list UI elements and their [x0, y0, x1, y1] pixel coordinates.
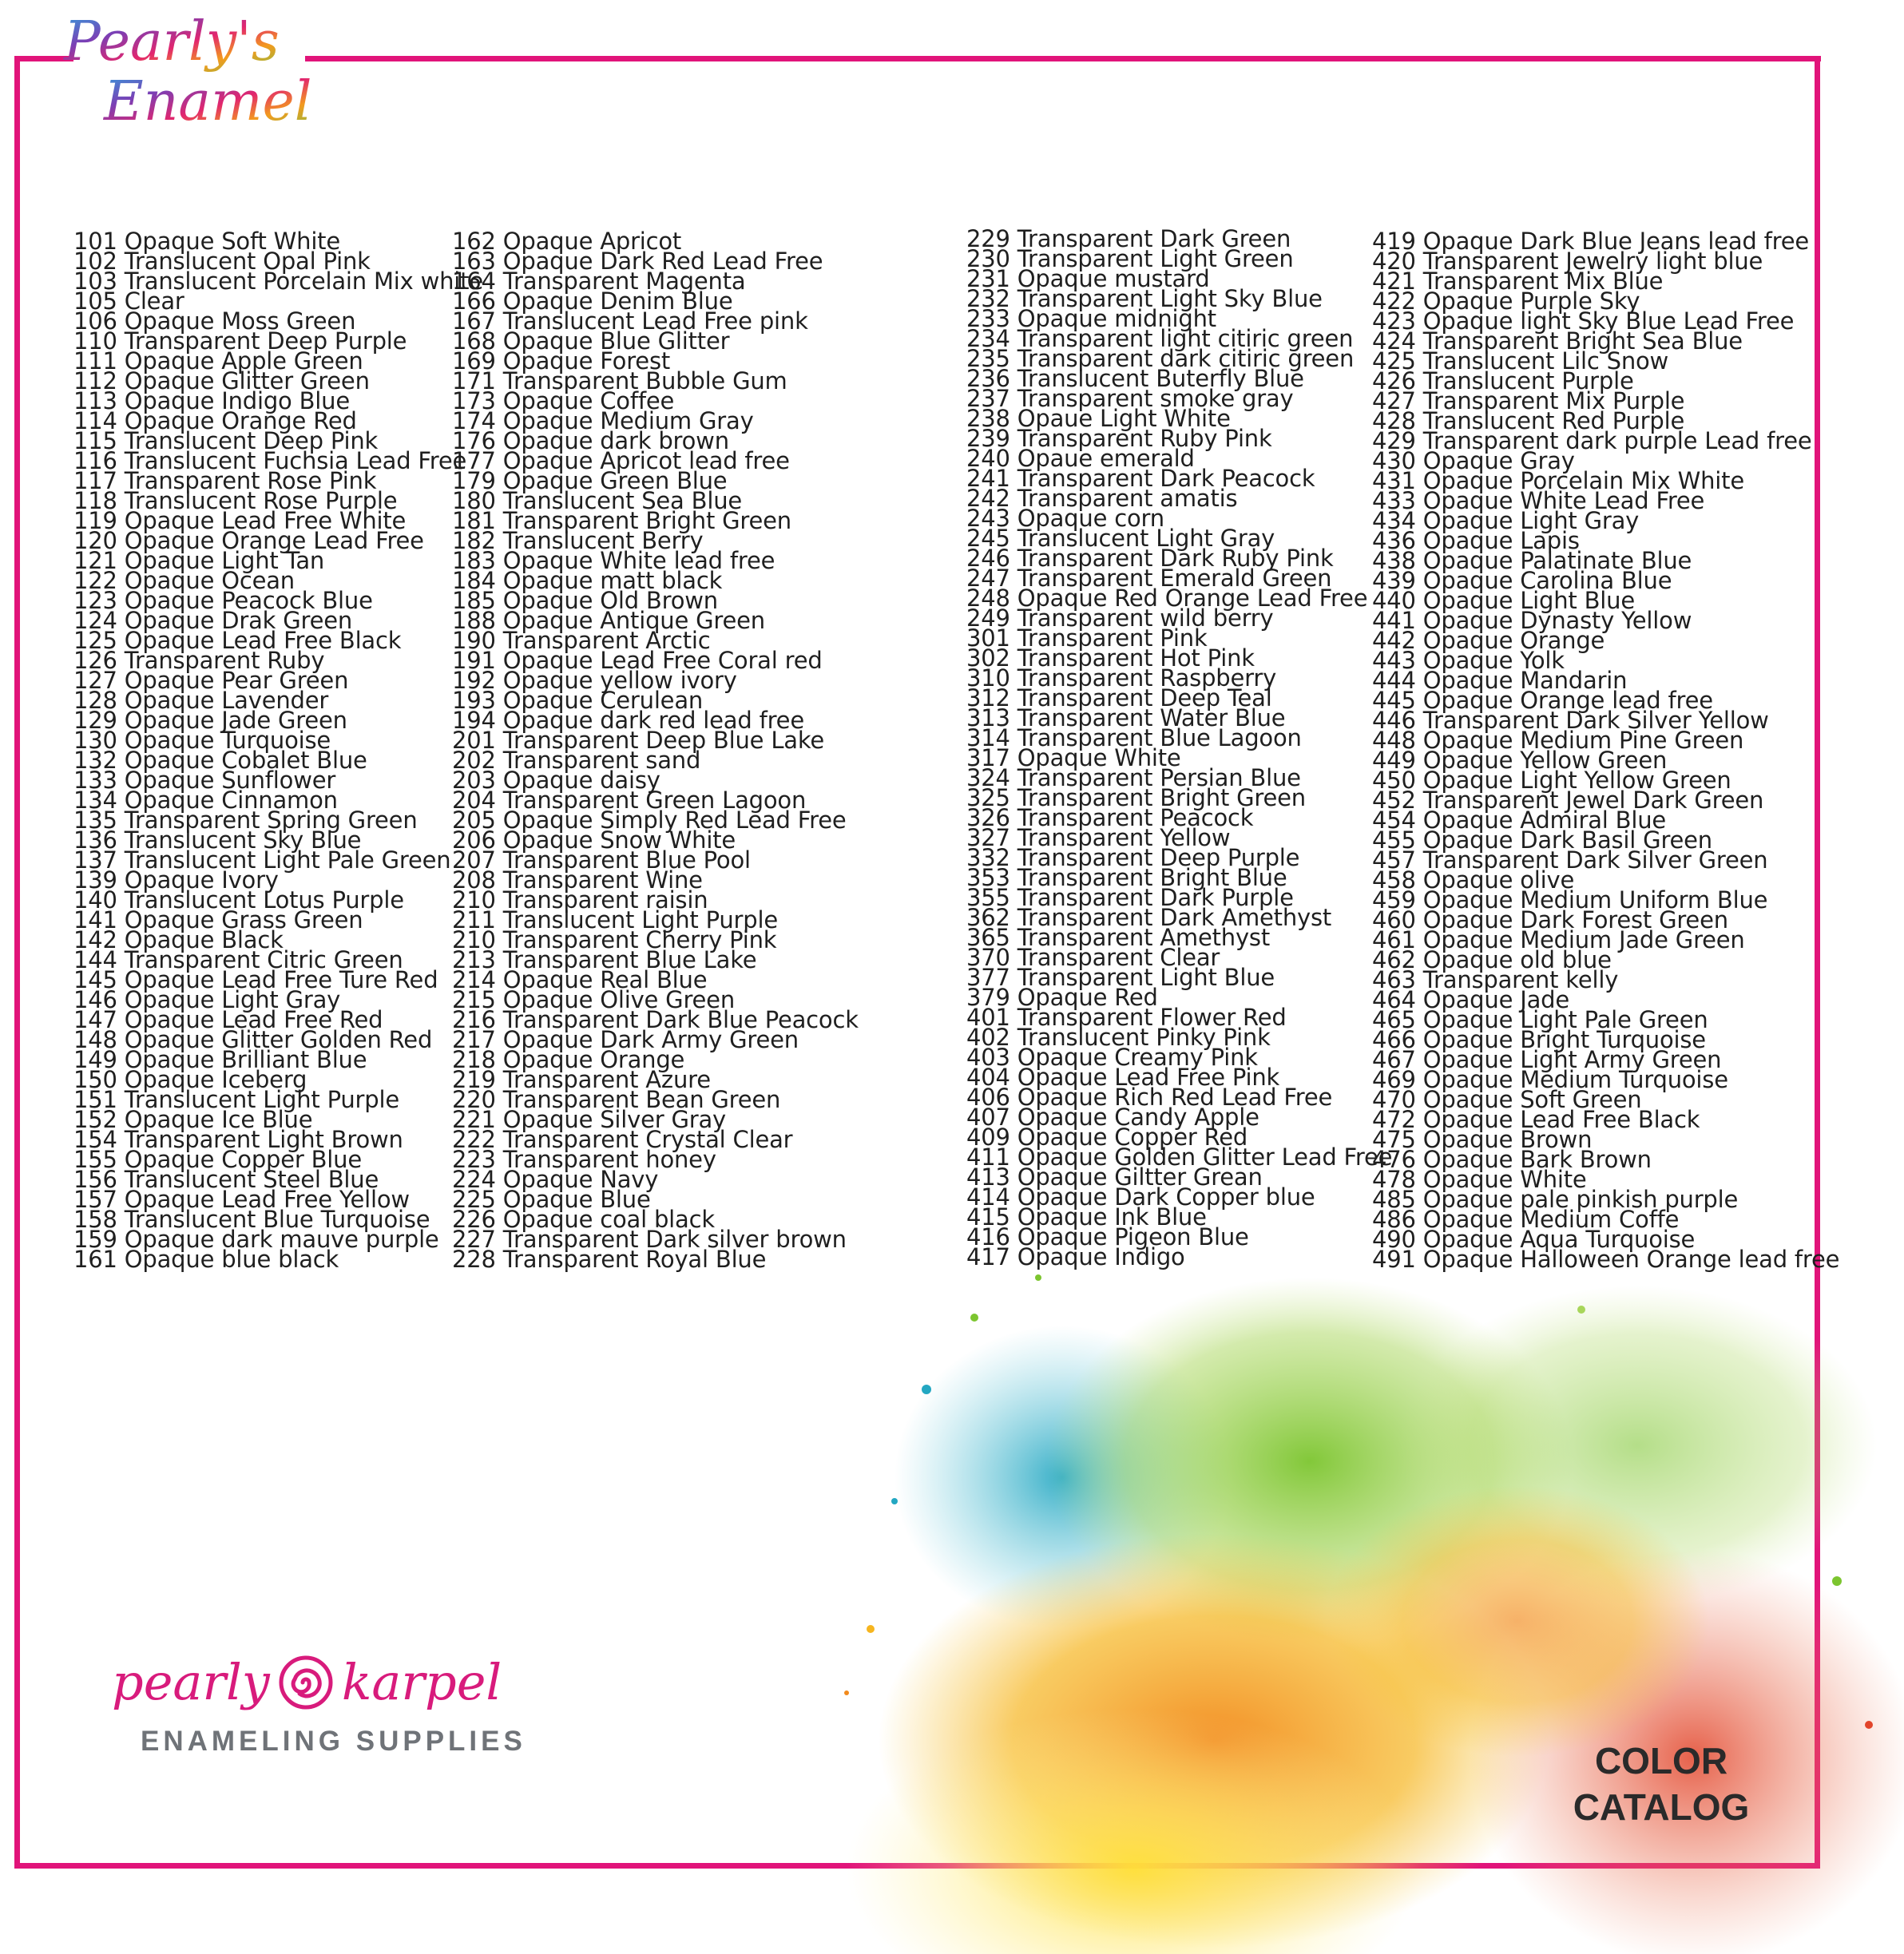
color-entry: 119 Opaque Lead Free White: [73, 507, 407, 534]
color-entry: 469 Opaque Medium Turquoise: [1372, 1066, 1728, 1093]
color-entry: 478 Opaque White: [1372, 1166, 1587, 1193]
color-entry: 467 Opaque Light Army Green: [1372, 1046, 1722, 1073]
color-entry: 122 Opaque Ocean: [73, 567, 295, 594]
logo-line2: Enamel: [104, 70, 311, 133]
color-list-column-1: [73, 228, 483, 1273]
color-entry: 164 Transparent Magenta: [452, 268, 746, 295]
color-entry: 403 Opaque Creamy Pink: [966, 1044, 1258, 1071]
color-entry: 184 Opaque matt black: [452, 567, 723, 594]
color-entry: 429 Transparent dark purple Lead free: [1372, 427, 1812, 454]
color-entry: 455 Opaque Dark Basil Green: [1372, 826, 1712, 854]
color-entry: 445 Opaque Orange lead free: [1372, 687, 1713, 714]
color-entry: 218 Opaque Orange: [452, 1046, 685, 1073]
color-entry: 177 Opaque Apricot lead free: [452, 447, 790, 474]
color-entry: 156 Translucent Steel Blue: [73, 1166, 379, 1193]
color-entry: 324 Transparent Persian Blue: [966, 764, 1301, 791]
color-entry: 176 Opaque dark brown: [452, 427, 729, 454]
color-entry: 217 Opaque Dark Army Green: [452, 1026, 799, 1053]
color-entry: 114 Opaque Orange Red: [73, 407, 357, 434]
color-entry: 464 Opaque Jade: [1372, 986, 1569, 1013]
color-entry: 191 Opaque Lead Free Coral red: [452, 647, 823, 674]
color-entry: 151 Translucent Light Purple: [73, 1086, 399, 1113]
color-entry: 120 Opaque Orange Lead Free: [73, 527, 424, 554]
color-entry: 243 Opaque corn: [966, 505, 1164, 532]
color-entry: 141 Opaque Grass Green: [73, 906, 363, 933]
color-entry: 327 Transparent Yellow: [966, 824, 1231, 851]
color-entry: 126 Transparent Ruby: [73, 647, 325, 674]
color-entry: 180 Translucent Sea Blue: [452, 487, 743, 514]
color-entry: 116 Translucent Fuchsia Lead Free: [73, 447, 467, 474]
color-entry: 314 Transparent Blue Lagoon: [966, 724, 1302, 751]
brand-wordmark: [112, 1653, 559, 1711]
color-entry: 370 Transparent Clear: [966, 944, 1220, 971]
color-entry: 459 Opaque Medium Uniform Blue: [1372, 886, 1768, 914]
color-entry: 448 Opaque Medium Pine Green: [1372, 727, 1744, 754]
color-entry: 105 Clear: [73, 287, 184, 315]
color-entry: 246 Transparent Dark Ruby Pink: [966, 545, 1334, 572]
color-list-column-4: [1372, 228, 1840, 1273]
color-entry: 118 Translucent Rose Purple: [73, 487, 398, 514]
color-entry: 470 Opaque Soft Green: [1372, 1086, 1642, 1113]
color-entry: 362 Transparent Dark Amethyst: [966, 904, 1332, 931]
color-entry: 301 Transparent Pink: [966, 624, 1208, 652]
color-entry: 158 Translucent Blue Turquoise: [73, 1206, 430, 1233]
logo-line1: Pearly's: [64, 10, 280, 73]
color-entry: 132 Opaque Cobalet Blue: [73, 747, 367, 774]
color-entry: 225 Opaque Blue: [452, 1186, 651, 1213]
color-entry: 438 Opaque Palatinate Blue: [1372, 547, 1692, 574]
color-entry: 115 Translucent Deep Pink: [73, 427, 379, 454]
color-entry: 449 Opaque Yellow Green: [1372, 747, 1668, 774]
color-entry: 148 Opaque Glitter Golden Red: [73, 1026, 433, 1053]
color-entry: 430 Opaque Gray: [1372, 447, 1575, 474]
color-entry: 145 Opaque Lead Free Ture Red: [73, 966, 438, 993]
color-entry: 208 Transparent Wine: [452, 866, 703, 894]
color-entry: 110 Transparent Deep Purple: [73, 327, 407, 355]
color-entry: 149 Opaque Brilliant Blue: [73, 1046, 367, 1073]
color-entry: 491 Opaque Halloween Orange lead free: [1372, 1246, 1840, 1273]
color-entry: 162 Opaque Apricot: [452, 228, 682, 255]
color-entry: 192 Opaque yellow ivory: [452, 667, 737, 694]
color-entry: 460 Opaque Dark Forest Green: [1372, 906, 1728, 933]
color-entry: 113 Opaque Indigo Blue: [73, 387, 350, 414]
color-list-column-2: [452, 228, 859, 1273]
catalog-line-1: COLOR: [1594, 1740, 1728, 1782]
color-entry: 155 Opaque Copper Blue: [73, 1146, 362, 1173]
color-entry: 423 Opaque light Sky Blue Lead Free: [1372, 307, 1795, 335]
color-entry: 224 Opaque Navy: [452, 1166, 659, 1193]
color-entry: 169 Opaque Forest: [452, 347, 671, 375]
color-entry: 167 Translucent Lead Free pink: [452, 307, 808, 335]
color-entry: 230 Transparent Light Green: [966, 245, 1294, 272]
color-entry: 103 Translucent Porcelain Mix white: [73, 268, 483, 295]
color-entry: 365 Transparent Amethyst: [966, 924, 1271, 951]
color-entry: 422 Opaque Purple Sky: [1372, 287, 1640, 315]
color-entry: 203 Opaque daisy: [452, 767, 660, 794]
color-entry: 232 Transparent Light Sky Blue: [966, 285, 1323, 312]
color-entry: 221 Opaque Silver Gray: [452, 1106, 727, 1133]
brand-word-1: pearly: [112, 1653, 270, 1711]
color-entry: 146 Opaque Light Gray: [73, 986, 341, 1013]
color-entry: 128 Opaque Lavender: [73, 687, 329, 714]
color-entry: 454 Opaque Admiral Blue: [1372, 807, 1667, 834]
color-entry: 123 Opaque Peacock Blue: [73, 587, 373, 614]
color-entry: 102 Translucent Opal Pink: [73, 248, 371, 275]
color-entry: 137 Translucent Light Pale Green: [73, 846, 451, 874]
color-entry: 201 Transparent Deep Blue Lake: [452, 727, 825, 754]
color-entry: 124 Opaque Drak Green: [73, 607, 353, 634]
color-entry: 248 Opaque Red Orange Lead Free: [966, 585, 1368, 612]
color-entry: 475 Opaque Brown: [1372, 1126, 1593, 1153]
color-entry: 150 Opaque Iceberg: [73, 1066, 307, 1093]
color-entry: 424 Transparent Bright Sea Blue: [1372, 327, 1743, 355]
color-entry: 188 Opaque Antique Green: [452, 607, 765, 634]
color-entry: 431 Opaque Porcelain Mix White: [1372, 467, 1744, 494]
color-entry: 133 Opaque Sunflower: [73, 767, 336, 794]
color-entry: 439 Opaque Carolina Blue: [1372, 567, 1672, 594]
color-entry: 190 Transparent Arctic: [452, 627, 711, 654]
color-entry: 228 Transparent Royal Blue: [452, 1246, 767, 1273]
color-entry: 168 Opaque Blue Glitter: [452, 327, 730, 355]
color-entry: 142 Opaque Black: [73, 926, 284, 953]
color-entry: 234 Transparent light citiric green: [966, 325, 1354, 352]
color-entry: 147 Opaque Lead Free Red: [73, 1006, 383, 1033]
color-entry: 125 Opaque Lead Free Black: [73, 627, 402, 654]
paint-splash-image: [799, 1243, 1904, 1954]
color-entry: 171 Transparent Bubble Gum: [452, 367, 787, 394]
color-entry: 417 Opaque Indigo: [966, 1243, 1185, 1270]
color-entry: 161 Opaque blue black: [73, 1246, 339, 1273]
brand-subtitle: ENAMELING SUPPLIES: [141, 1726, 526, 1757]
color-entry: 135 Transparent Spring Green: [73, 807, 418, 834]
color-entry: 436 Opaque Lapis: [1372, 527, 1580, 554]
color-entry: 446 Transparent Dark Silver Yellow: [1372, 707, 1769, 734]
color-entry: 215 Opaque Olive Green: [452, 986, 736, 1013]
color-entry: 377 Transparent Light Blue: [966, 964, 1275, 991]
color-entry: 182 Translucent Berry: [452, 527, 704, 554]
brand-word-2: karpel: [341, 1653, 502, 1711]
color-entry: 249 Transparent wild berry: [966, 604, 1274, 632]
color-entry: 245 Translucent Light Gray: [966, 525, 1275, 552]
color-entry: 136 Translucent Sky Blue: [73, 826, 362, 854]
color-entry: 407 Opaque Candy Apple: [966, 1104, 1259, 1131]
color-entry: 154 Transparent Light Brown: [73, 1126, 403, 1153]
color-entry: 206 Opaque Snow White: [452, 826, 736, 854]
color-entry: 202 Transparent sand: [452, 747, 701, 774]
color-entry: 210 Transparent raisin: [452, 886, 708, 914]
color-entry: 181 Transparent Bright Green: [452, 507, 791, 534]
color-entry: 134 Opaque Cinnamon: [73, 787, 338, 814]
color-entry: 144 Transparent Citric Green: [73, 946, 403, 973]
color-entry: 452 Transparent Jewel Dark Green: [1372, 787, 1764, 814]
color-entry: 402 Translucent Pinky Pink: [966, 1024, 1271, 1051]
color-entry: 238 Opaue Light White: [966, 405, 1231, 432]
color-entry: 465 Opaque Light Pale Green: [1372, 1006, 1708, 1033]
color-entry: 152 Opaque Ice Blue: [73, 1106, 313, 1133]
color-entry: 159 Opaque dark mauve purple: [73, 1226, 439, 1253]
color-entry: 210 Transparent Cherry Pink: [452, 926, 777, 953]
color-entry: 183 Opaque White lead free: [452, 547, 775, 574]
color-entry: 462 Opaque old blue: [1372, 946, 1612, 973]
color-entry: 121 Opaque Light Tan: [73, 547, 325, 574]
color-entry: 444 Opaque Mandarin: [1372, 667, 1628, 694]
color-entry: 211 Translucent Light Purple: [452, 906, 778, 933]
color-entry: 490 Opaque Aqua Turquoise: [1372, 1226, 1696, 1253]
color-entry: 242 Transparent amatis: [966, 485, 1238, 512]
color-entry: 433 Opaque White Lead Free: [1372, 487, 1705, 514]
color-entry: 428 Translucent Red Purple: [1372, 407, 1685, 434]
color-entry: 204 Transparent Green Lagoon: [452, 787, 807, 814]
catalog-line-2: CATALOG: [1573, 1786, 1750, 1828]
color-entry: 233 Opaque midnight: [966, 305, 1216, 332]
color-entry: 450 Opaque Light Yellow Green: [1372, 767, 1731, 794]
color-entry: 485 Opaque pale pinkish purple: [1372, 1186, 1739, 1213]
color-entry: 229 Transparent Dark Green: [966, 225, 1291, 252]
color-entry: 443 Opaque Yolk: [1372, 647, 1565, 674]
color-entry: 486 Opaque Medium Coffe: [1372, 1206, 1680, 1233]
pearly-karpel-brand: [112, 1653, 559, 1758]
color-entry: 101 Opaque Soft White: [73, 228, 340, 255]
color-entry: 406 Opaque Rich Red Lead Free: [966, 1084, 1333, 1111]
color-entry: 434 Opaque Light Gray: [1372, 507, 1640, 534]
color-entry: 476 Opaque Bark Brown: [1372, 1146, 1652, 1173]
color-entry: 111 Opaque Apple Green: [73, 347, 363, 375]
color-entry: 426 Translucent Purple: [1372, 367, 1634, 394]
color-entry: 427 Transparent Mix Purple: [1372, 387, 1685, 414]
color-entry: 416 Opaque Pigeon Blue: [966, 1223, 1249, 1250]
color-entry: 472 Opaque Lead Free Black: [1372, 1106, 1700, 1133]
color-entry: 236 Translucent Buterfly Blue: [966, 365, 1304, 392]
color-entry: 401 Transparent Flower Red: [966, 1004, 1287, 1031]
color-entry: 130 Opaque Turquoise: [73, 727, 331, 754]
color-entry: 310 Transparent Raspberry: [966, 664, 1277, 692]
color-entry: 173 Opaque Coffee: [452, 387, 675, 414]
color-list-column-3: [966, 225, 1393, 1270]
color-entry: 231 Opaque mustard: [966, 265, 1210, 292]
color-entry: 237 Transparent smoke gray: [966, 385, 1294, 412]
pearlys-enamel-logo: [56, 0, 311, 144]
color-entry: 185 Opaque Old Brown: [452, 587, 718, 614]
color-entry: 216 Transparent Dark Blue Peacock: [452, 1006, 859, 1033]
color-entry: 325 Transparent Bright Green: [966, 784, 1306, 811]
color-entry: 312 Transparent Deep Teal: [966, 684, 1272, 711]
color-entry: 127 Opaque Pear Green: [73, 667, 349, 694]
color-entry: 214 Opaque Real Blue: [452, 966, 708, 993]
color-entry: 317 Opaque White: [966, 744, 1181, 771]
color-entry: 413 Opaque Giltter Grean: [966, 1163, 1263, 1191]
color-entry: 163 Opaque Dark Red Lead Free: [452, 248, 823, 275]
color-entry: 129 Opaque Jade Green: [73, 707, 347, 734]
color-entry: 419 Opaque Dark Blue Jeans lead free: [1372, 228, 1810, 255]
color-entry: 466 Opaque Bright Turquoise: [1372, 1026, 1706, 1053]
color-entry: 207 Transparent Blue Pool: [452, 846, 751, 874]
color-entry: 222 Transparent Crystal Clear: [452, 1126, 793, 1153]
color-entry: 247 Transparent Emerald Green: [966, 565, 1332, 592]
color-entry: 239 Transparent Ruby Pink: [966, 425, 1272, 452]
color-entry: 140 Translucent Lotus Purple: [73, 886, 404, 914]
color-entry: 355 Transparent Dark Purple: [966, 884, 1294, 911]
color-entry: 223 Transparent honey: [452, 1146, 716, 1173]
color-entry: 179 Opaque Green Blue: [452, 467, 728, 494]
color-entry: 404 Opaque Lead Free Pink: [966, 1064, 1280, 1091]
color-entry: 220 Transparent Bean Green: [452, 1086, 781, 1113]
color-entry: 411 Opaque Golden Glitter Lead Free: [966, 1143, 1393, 1171]
color-entry: 313 Transparent Water Blue: [966, 704, 1286, 731]
color-entry: 240 Opaue emerald: [966, 445, 1195, 472]
color-entry: 353 Transparent Bright Blue: [966, 864, 1287, 891]
color-entry: 442 Opaque Orange: [1372, 627, 1605, 654]
color-catalog-title: [1549, 1738, 1773, 1830]
color-entry: 227 Transparent Dark silver brown: [452, 1226, 847, 1253]
color-entry: 414 Opaque Dark Copper blue: [966, 1183, 1315, 1211]
color-entry: 420 Transparent Jewelry light blue: [1372, 248, 1763, 275]
color-entry: 193 Opaque Cerulean: [452, 687, 704, 714]
color-entry: 415 Opaque Ink Blue: [966, 1203, 1207, 1231]
color-entry: 379 Opaque Red: [966, 984, 1158, 1011]
color-entry: 106 Opaque Moss Green: [73, 307, 356, 335]
color-entry: 421 Transparent Mix Blue: [1372, 268, 1664, 295]
frame-left-border: [14, 56, 20, 1869]
color-entry: 457 Transparent Dark Silver Green: [1372, 846, 1768, 874]
color-entry: 219 Transparent Azure: [452, 1066, 711, 1093]
color-entry: 441 Opaque Dynasty Yellow: [1372, 607, 1692, 634]
color-entry: 463 Transparent kelly: [1372, 966, 1619, 993]
color-entry: 205 Opaque Simply Red Lead Free: [452, 807, 847, 834]
color-entry: 461 Opaque Medium Jade Green: [1372, 926, 1745, 953]
color-entry: 235 Transparent dark citiric green: [966, 345, 1355, 372]
color-entry: 241 Transparent Dark Peacock: [966, 465, 1315, 492]
color-entry: 139 Opaque Ivory: [73, 866, 279, 894]
color-entry: 157 Opaque Lead Free Yellow: [73, 1186, 410, 1213]
color-entry: 174 Opaque Medium Gray: [452, 407, 754, 434]
color-entry: 112 Opaque Glitter Green: [73, 367, 370, 394]
color-entry: 117 Transparent Rose Pink: [73, 467, 377, 494]
color-entry: 166 Opaque Denim Blue: [452, 287, 733, 315]
color-entry: 213 Transparent Blue Lake: [452, 946, 757, 973]
color-entry: 326 Transparent Peacock: [966, 804, 1254, 831]
color-entry: 409 Opaque Copper Red: [966, 1124, 1248, 1151]
color-entry: 226 Opaque coal black: [452, 1206, 715, 1233]
color-entry: 425 Translucent Lilc Snow: [1372, 347, 1669, 375]
spiral-icon: [278, 1655, 334, 1710]
color-entry: 302 Transparent Hot Pink: [966, 644, 1255, 672]
color-entry: 194 Opaque dark red lead free: [452, 707, 804, 734]
color-entry: 332 Transparent Deep Purple: [966, 844, 1300, 871]
color-entry: 458 Opaque olive: [1372, 866, 1575, 894]
color-entry: 440 Opaque Light Blue: [1372, 587, 1635, 614]
